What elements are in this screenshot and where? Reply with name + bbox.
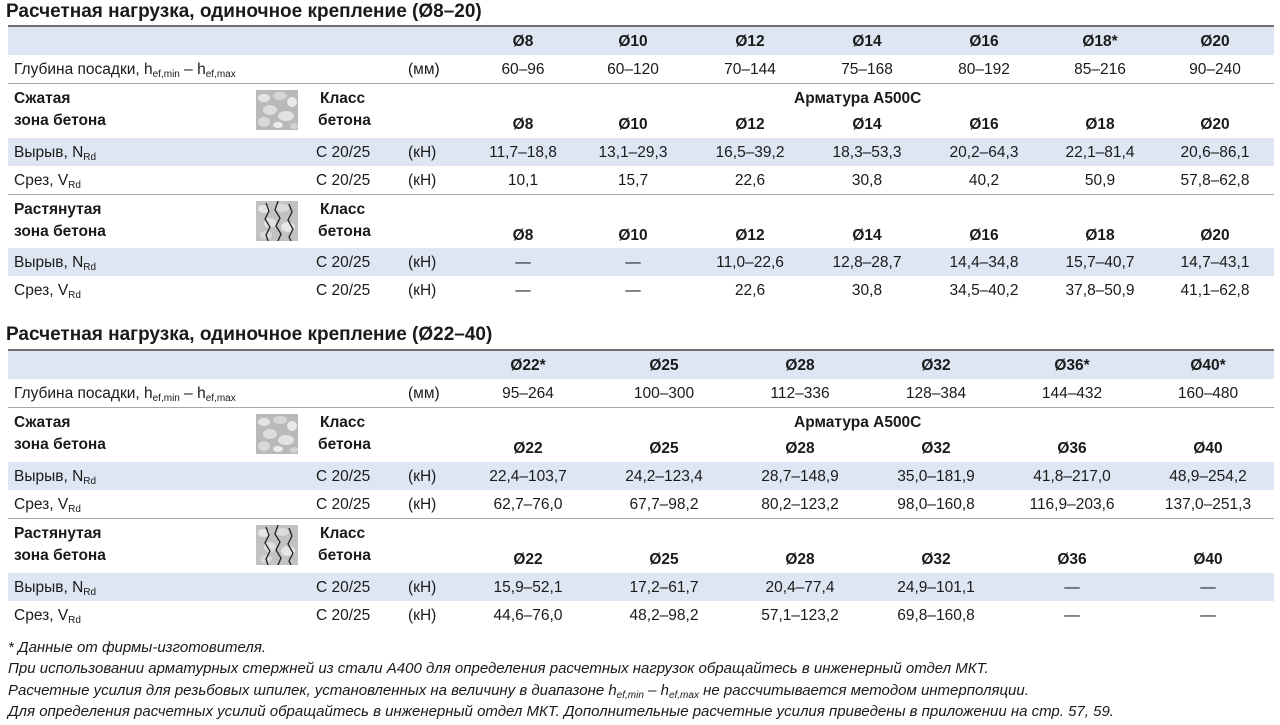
unit: (кН) [408,282,437,299]
value-cell: — [625,254,641,271]
s1-tensile-diameter: Ø10 [618,227,648,244]
s1-depth-value: 90–240 [1189,61,1241,78]
s1-compressed-pullout-row [8,138,1274,166]
section-2-title: Расчетная нагрузка, одиночное крепление (Ø22–40) [6,324,493,345]
value-cell: 22,6 [734,282,766,299]
s2-compressed-diameter: Ø22 [513,440,543,457]
s2-tensile-diameter: Ø28 [785,551,815,568]
s2-diameter-header: Ø25 [649,357,679,374]
value-cell: 22,4–103,7 [489,468,567,485]
value-cell: — [1200,607,1216,624]
value-cell: 44,6–76,0 [493,607,563,624]
footnote-contact: Для определения расчетных усилий обращайтесь в инженерный отдел МКТ. Дополнительные расчетные усилия приведены в приложении на стр. 57, 59. [8,703,1114,720]
s1-compressed-shear-row [8,166,1274,194]
s1-tensile-class-2: бетона [318,223,371,240]
value-cell: 28,7–148,9 [761,468,839,485]
footnote-a400: При использовании арматурных стержней из стали А400 для определения расчетных нагрузок обращайтесь в инженерный отдел МКТ. [8,660,989,677]
row-label: Срез, $V_{Rd}$ [14,172,81,191]
value-cell: — [625,282,641,299]
s2-diameter-header: Ø28 [785,357,815,374]
s1-diameter-header-row [8,27,1274,55]
s1-depth-value: 85–216 [1074,61,1126,78]
s1-compressed-class-1: Класс [320,90,366,107]
s1-depth-value: 60–96 [501,61,545,78]
s2-depth-value: 160–480 [1177,385,1239,402]
s2-diameter-header-row [8,351,1274,379]
value-cell: 37,8–50,9 [1065,282,1135,299]
unit: (кН) [408,144,437,161]
value-cell: 14,7–43,1 [1180,254,1250,271]
value-cell: 20,4–77,4 [765,579,835,596]
s2-compressed-label-2: зона бетона [14,436,106,453]
s2-depth-value: 95–264 [502,385,554,402]
s2-compressed-diameter: Ø36 [1057,440,1087,457]
s1-tensile-diameter: Ø16 [969,227,999,244]
s2-tensile-pullout-row [8,573,1274,601]
value-cell: 69,8–160,8 [897,607,975,624]
s1-tensile-label-1: Растянутая [14,201,102,218]
value-cell: 30,8 [851,282,883,299]
s1-diameter-header: Ø18* [1082,33,1118,50]
value-cell: 80,2–123,2 [761,496,839,513]
unit: (кН) [408,254,437,271]
value-cell: 34,5–40,2 [949,282,1019,299]
s1-tensile-label-2: зона бетона [14,223,106,240]
value-cell: 48,9–254,2 [1169,468,1247,485]
concrete-class: C 20/25 [316,468,371,485]
s1-depth-value: 60–120 [607,61,659,78]
s1-diameter-header: Ø20 [1200,33,1230,50]
value-cell: 12,8–28,7 [832,254,902,271]
s1-tensile-diameter: Ø14 [852,227,882,244]
row-label: Срез, $V_{Rd}$ [14,282,81,301]
value-cell: 15,9–52,1 [493,579,563,596]
value-cell: 62,7–76,0 [493,496,563,513]
s2-compressed-diameter: Ø25 [649,440,679,457]
s2-tensile-label-1: Растянутая [14,525,102,542]
s1-depth-value: 80–192 [958,61,1010,78]
value-cell: 57,1–123,2 [761,607,839,624]
concrete-class: C 20/25 [316,254,371,271]
s1-compressed-diameter: Ø14 [852,116,882,133]
s2-diameter-header: Ø36* [1054,357,1090,374]
s2-depth-value: 100–300 [633,385,695,402]
s1-diameter-header: Ø8 [512,33,534,50]
s2-depth-value: 144–432 [1041,385,1103,402]
s2-rebar-title: Арматура А500С [794,414,922,431]
value-cell: 17,2–61,7 [629,579,699,596]
compressed-concrete-icon [256,414,298,454]
cracked-concrete-icon [256,525,298,565]
s2-depth-unit: (мм) [408,385,440,402]
s1-tensile-header [8,194,1274,249]
row-label: Вырыв, $N_{Rd}$ [14,254,97,273]
value-cell: — [1064,607,1080,624]
s2-tensile-class-1: Класс [320,525,366,542]
value-cell: 22,6 [734,172,766,189]
concrete-class: C 20/25 [316,607,371,624]
value-cell: 20,2–64,3 [949,144,1019,161]
s2-tensile-label-2: зона бетона [14,547,106,564]
footnote-asterisk: * Данные от фирмы-изготовителя. [8,639,267,656]
value-cell: 35,0–181,9 [897,468,975,485]
row-label: Вырыв, $N_{Rd}$ [14,144,97,163]
value-cell: — [1064,579,1080,596]
s1-depth-value: 70–144 [724,61,776,78]
s2-tensile-shear-row [8,601,1274,629]
s2-tensile-diameter: Ø25 [649,551,679,568]
unit: (кН) [408,172,437,189]
s1-compressed-diameter: Ø10 [618,116,648,133]
unit: (кН) [408,607,437,624]
s1-compressed-diameter: Ø16 [969,116,999,133]
value-cell: 67,7–98,2 [629,496,699,513]
s2-compressed-label-1: Сжатая [14,414,71,431]
s1-tensile-diameter: Ø12 [735,227,765,244]
s2-depth-row [8,379,1274,407]
value-cell: 50,9 [1084,172,1116,189]
s1-depth-unit: (мм) [408,61,440,78]
s2-compressed-class-1: Класс [320,414,366,431]
concrete-class: C 20/25 [316,496,371,513]
value-cell: 48,2–98,2 [629,607,699,624]
concrete-class: C 20/25 [316,579,371,596]
row-label: Вырыв, $N_{Rd}$ [14,579,97,598]
value-cell: 98,0–160,8 [897,496,975,513]
s2-tensile-header [8,518,1274,574]
s1-compressed-diameter: Ø8 [512,116,534,133]
value-cell: 41,8–217,0 [1033,468,1111,485]
s2-compressed-header [8,407,1274,463]
s1-tensile-diameter: Ø20 [1200,227,1230,244]
s1-diameter-header: Ø16 [969,33,999,50]
s1-compressed-header [8,83,1274,139]
s2-depth-value: 128–384 [905,385,967,402]
s2-diameter-header: Ø22* [510,357,546,374]
s1-depth-label: Глубина посадки, $h_{ef,min} - h_{ef,max}$ [14,61,236,80]
s2-tensile-diameter: Ø40 [1193,551,1223,568]
value-cell: 57,8–62,8 [1180,172,1250,189]
s1-compressed-label-2: зона бетона [14,112,106,129]
concrete-class: C 20/25 [316,144,371,161]
value-cell: 14,4–34,8 [949,254,1019,271]
value-cell: 15,7–40,7 [1065,254,1135,271]
compressed-concrete-icon [256,90,298,130]
s2-compressed-pullout-row [8,462,1274,490]
s1-diameter-header: Ø10 [618,33,648,50]
s1-rebar-title: Арматура А500С [794,90,922,107]
s2-compressed-diameter: Ø32 [921,440,951,457]
value-cell: 13,1–29,3 [598,144,668,161]
value-cell: — [1200,579,1216,596]
cracked-concrete-icon [256,201,298,241]
value-cell: 11,7–18,8 [489,144,557,161]
s2-compressed-diameter: Ø28 [785,440,815,457]
value-cell: 24,2–123,4 [625,468,703,485]
section-1-title: Расчетная нагрузка, одиночное крепление (Ø8–20) [6,1,482,22]
s2-depth-value: 112–336 [770,385,830,402]
s1-compressed-diameter: Ø12 [735,116,765,133]
s2-tensile-diameter: Ø22 [513,551,543,568]
value-cell: 116,9–203,6 [1029,496,1115,513]
s1-compressed-diameter: Ø20 [1200,116,1230,133]
unit: (кН) [408,468,437,485]
concrete-class: C 20/25 [316,172,371,189]
row-label: Вырыв, $N_{Rd}$ [14,468,97,487]
s1-compressed-diameter: Ø18 [1085,116,1115,133]
value-cell: 18,3–53,3 [832,144,902,161]
value-cell: 11,0–22,6 [716,254,784,271]
s2-tensile-class-2: бетона [318,547,371,564]
value-cell: 40,2 [968,172,1000,189]
s2-compressed-class-2: бетона [318,436,371,453]
value-cell: 30,8 [851,172,883,189]
value-cell: — [515,254,531,271]
s1-diameter-header: Ø12 [735,33,765,50]
value-cell: 137,0–251,3 [1164,496,1252,513]
value-cell: 15,7 [617,172,649,189]
unit: (кН) [408,579,437,596]
footnote-studs: Расчетные усилия для резьбовых шпилек, установленных на величину в диапазоне $h_{ef,min} - h_{ef,max}$ не рассчитывается методом интерполяции. [8,682,1029,701]
s1-compressed-label-1: Сжатая [14,90,71,107]
s1-tensile-diameter: Ø18 [1085,227,1115,244]
s1-tensile-diameter: Ø8 [512,227,534,244]
s2-diameter-header: Ø40* [1190,357,1226,374]
s1-tensile-pullout-row [8,248,1274,276]
s2-depth-label: Глубина посадки, $h_{ef,min} - h_{ef,max}$ [14,385,236,404]
value-cell: 41,1–62,8 [1180,282,1250,299]
s1-depth-value: 75–168 [841,61,893,78]
value-cell: 10,1 [507,172,539,189]
value-cell: 24,9–101,1 [897,579,975,596]
value-cell: — [515,282,531,299]
row-label: Срез, $V_{Rd}$ [14,496,81,515]
s1-tensile-class-1: Класс [320,201,366,218]
s2-tensile-diameter: Ø32 [921,551,951,568]
s1-depth-row [8,55,1274,83]
s1-tensile-shear-row [8,276,1274,304]
s2-compressed-diameter: Ø40 [1193,440,1223,457]
value-cell: 16,5–39,2 [715,144,785,161]
value-cell: 22,1–81,4 [1065,144,1135,161]
s2-tensile-diameter: Ø36 [1057,551,1087,568]
value-cell: 20,6–86,1 [1180,144,1250,161]
s2-diameter-header: Ø32 [921,357,951,374]
unit: (кН) [408,496,437,513]
s1-compressed-class-2: бетона [318,112,371,129]
concrete-class: C 20/25 [316,282,371,299]
row-label: Срез, $V_{Rd}$ [14,607,81,626]
s1-diameter-header: Ø14 [852,33,882,50]
s2-compressed-shear-row [8,490,1274,518]
